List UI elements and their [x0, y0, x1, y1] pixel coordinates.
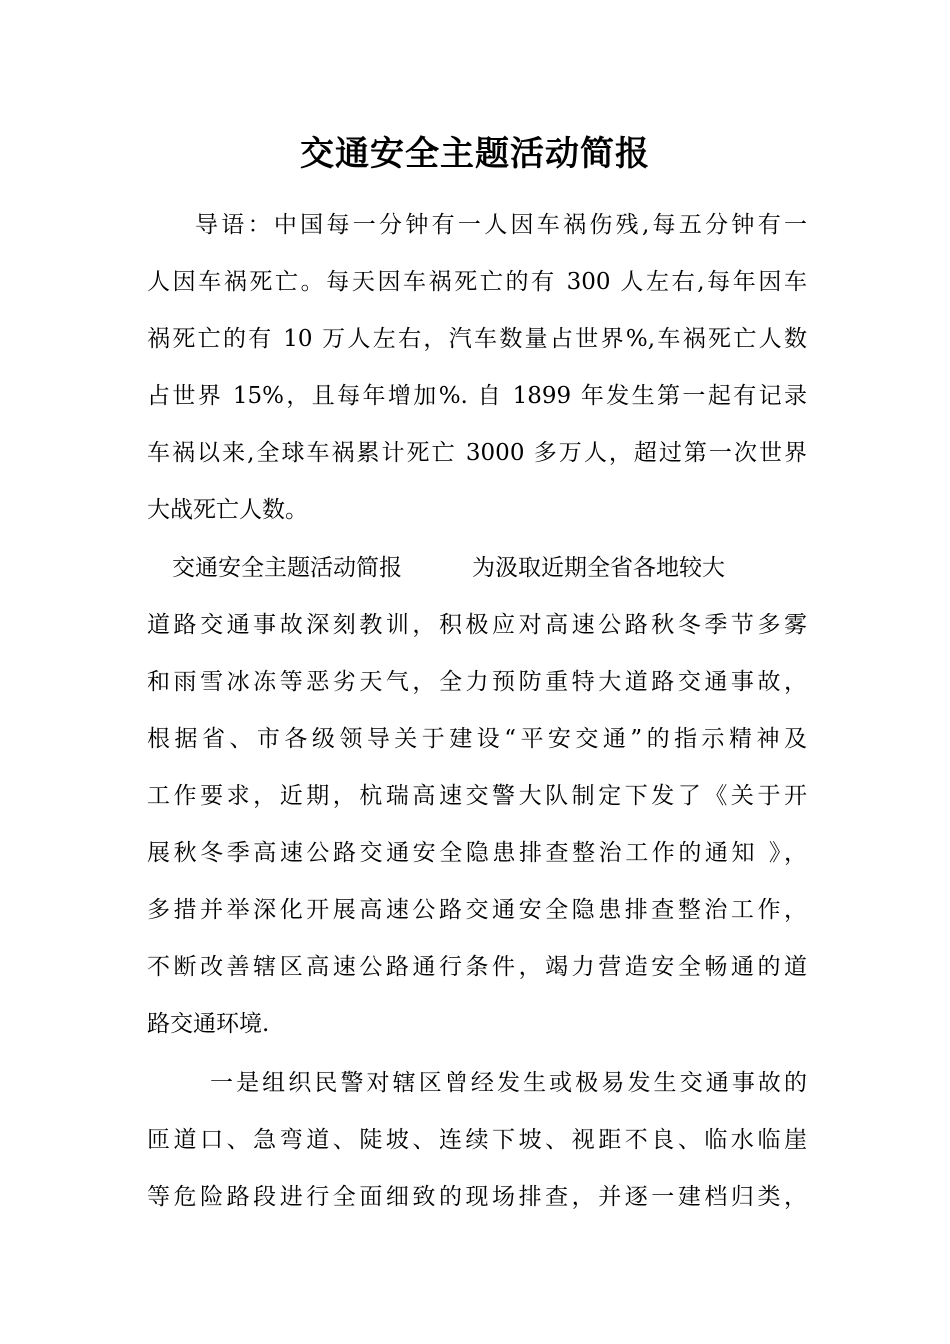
paragraph-2-line: 工作要求，近期，杭瑞高速交警大队制定下发了《关于开	[147, 783, 807, 809]
paragraph-2-line: 道路交通事故深刻教训，积极应对高速公路秋冬季节多雾	[147, 612, 807, 638]
paragraph-2-line: 根据省、市各级领导关于建设“平安交通”的指示精神及	[147, 726, 807, 752]
paragraph-2-line: 不断改善辖区高速公路通行条件，竭力营造安全畅通的道	[147, 954, 807, 980]
paragraph-2-first-line	[172, 548, 807, 588]
paragraph-1-line: 大战死亡人数。	[147, 497, 308, 523]
paragraph-2-line: 多措并举深化开展高速公路交通安全隐患排查整治工作，	[147, 897, 807, 923]
paragraph-3-line: 匝道口、急弯道、陡坡、连续下坡、视距不良、临水临崖	[147, 1127, 807, 1153]
paragraph-3-line: 等危险路段进行全面细致的现场排查，并逐一建档归类，	[147, 1184, 807, 1210]
paragraph-1-line: 人因车祸死亡。每天因车祸死亡的有 300 人左右,每年因车	[147, 269, 807, 295]
document-title: 交通安全主题活动简报	[300, 134, 650, 174]
paragraph-2-line: 和雨雪冰冻等恶劣天气，全力预防重特大道路交通事故，	[147, 669, 807, 695]
paragraph-1-line: 祸死亡的有 10 万人左右，汽车数量占世界%,车祸死亡人数	[147, 326, 807, 352]
paragraph-2-lead-title: 交通安全主题活动简报	[172, 555, 402, 581]
paragraph-2-line: 展秋冬季高速公路交通安全隐患排查整治工作的通知 》，	[147, 840, 807, 866]
paragraph-2-line: 路交通环境.	[147, 1011, 270, 1037]
paragraph-3-line: 一是组织民警对辖区曾经发生或极易发生交通事故的	[210, 1070, 807, 1096]
paragraph-1-line: 车祸以来,全球车祸累计死亡 3000 多万人，超过第一次世界	[147, 440, 807, 466]
paragraph-2-lead-rest: 为汲取近期全省各地较大	[472, 555, 725, 581]
paragraph-1-line: 占世界 15%，且每年增加%. 自 1899 年发生第一起有记录	[147, 383, 807, 409]
paragraph-1-line: 导语：中国每一分钟有一人因车祸伤残,每五分钟有一	[195, 212, 807, 238]
